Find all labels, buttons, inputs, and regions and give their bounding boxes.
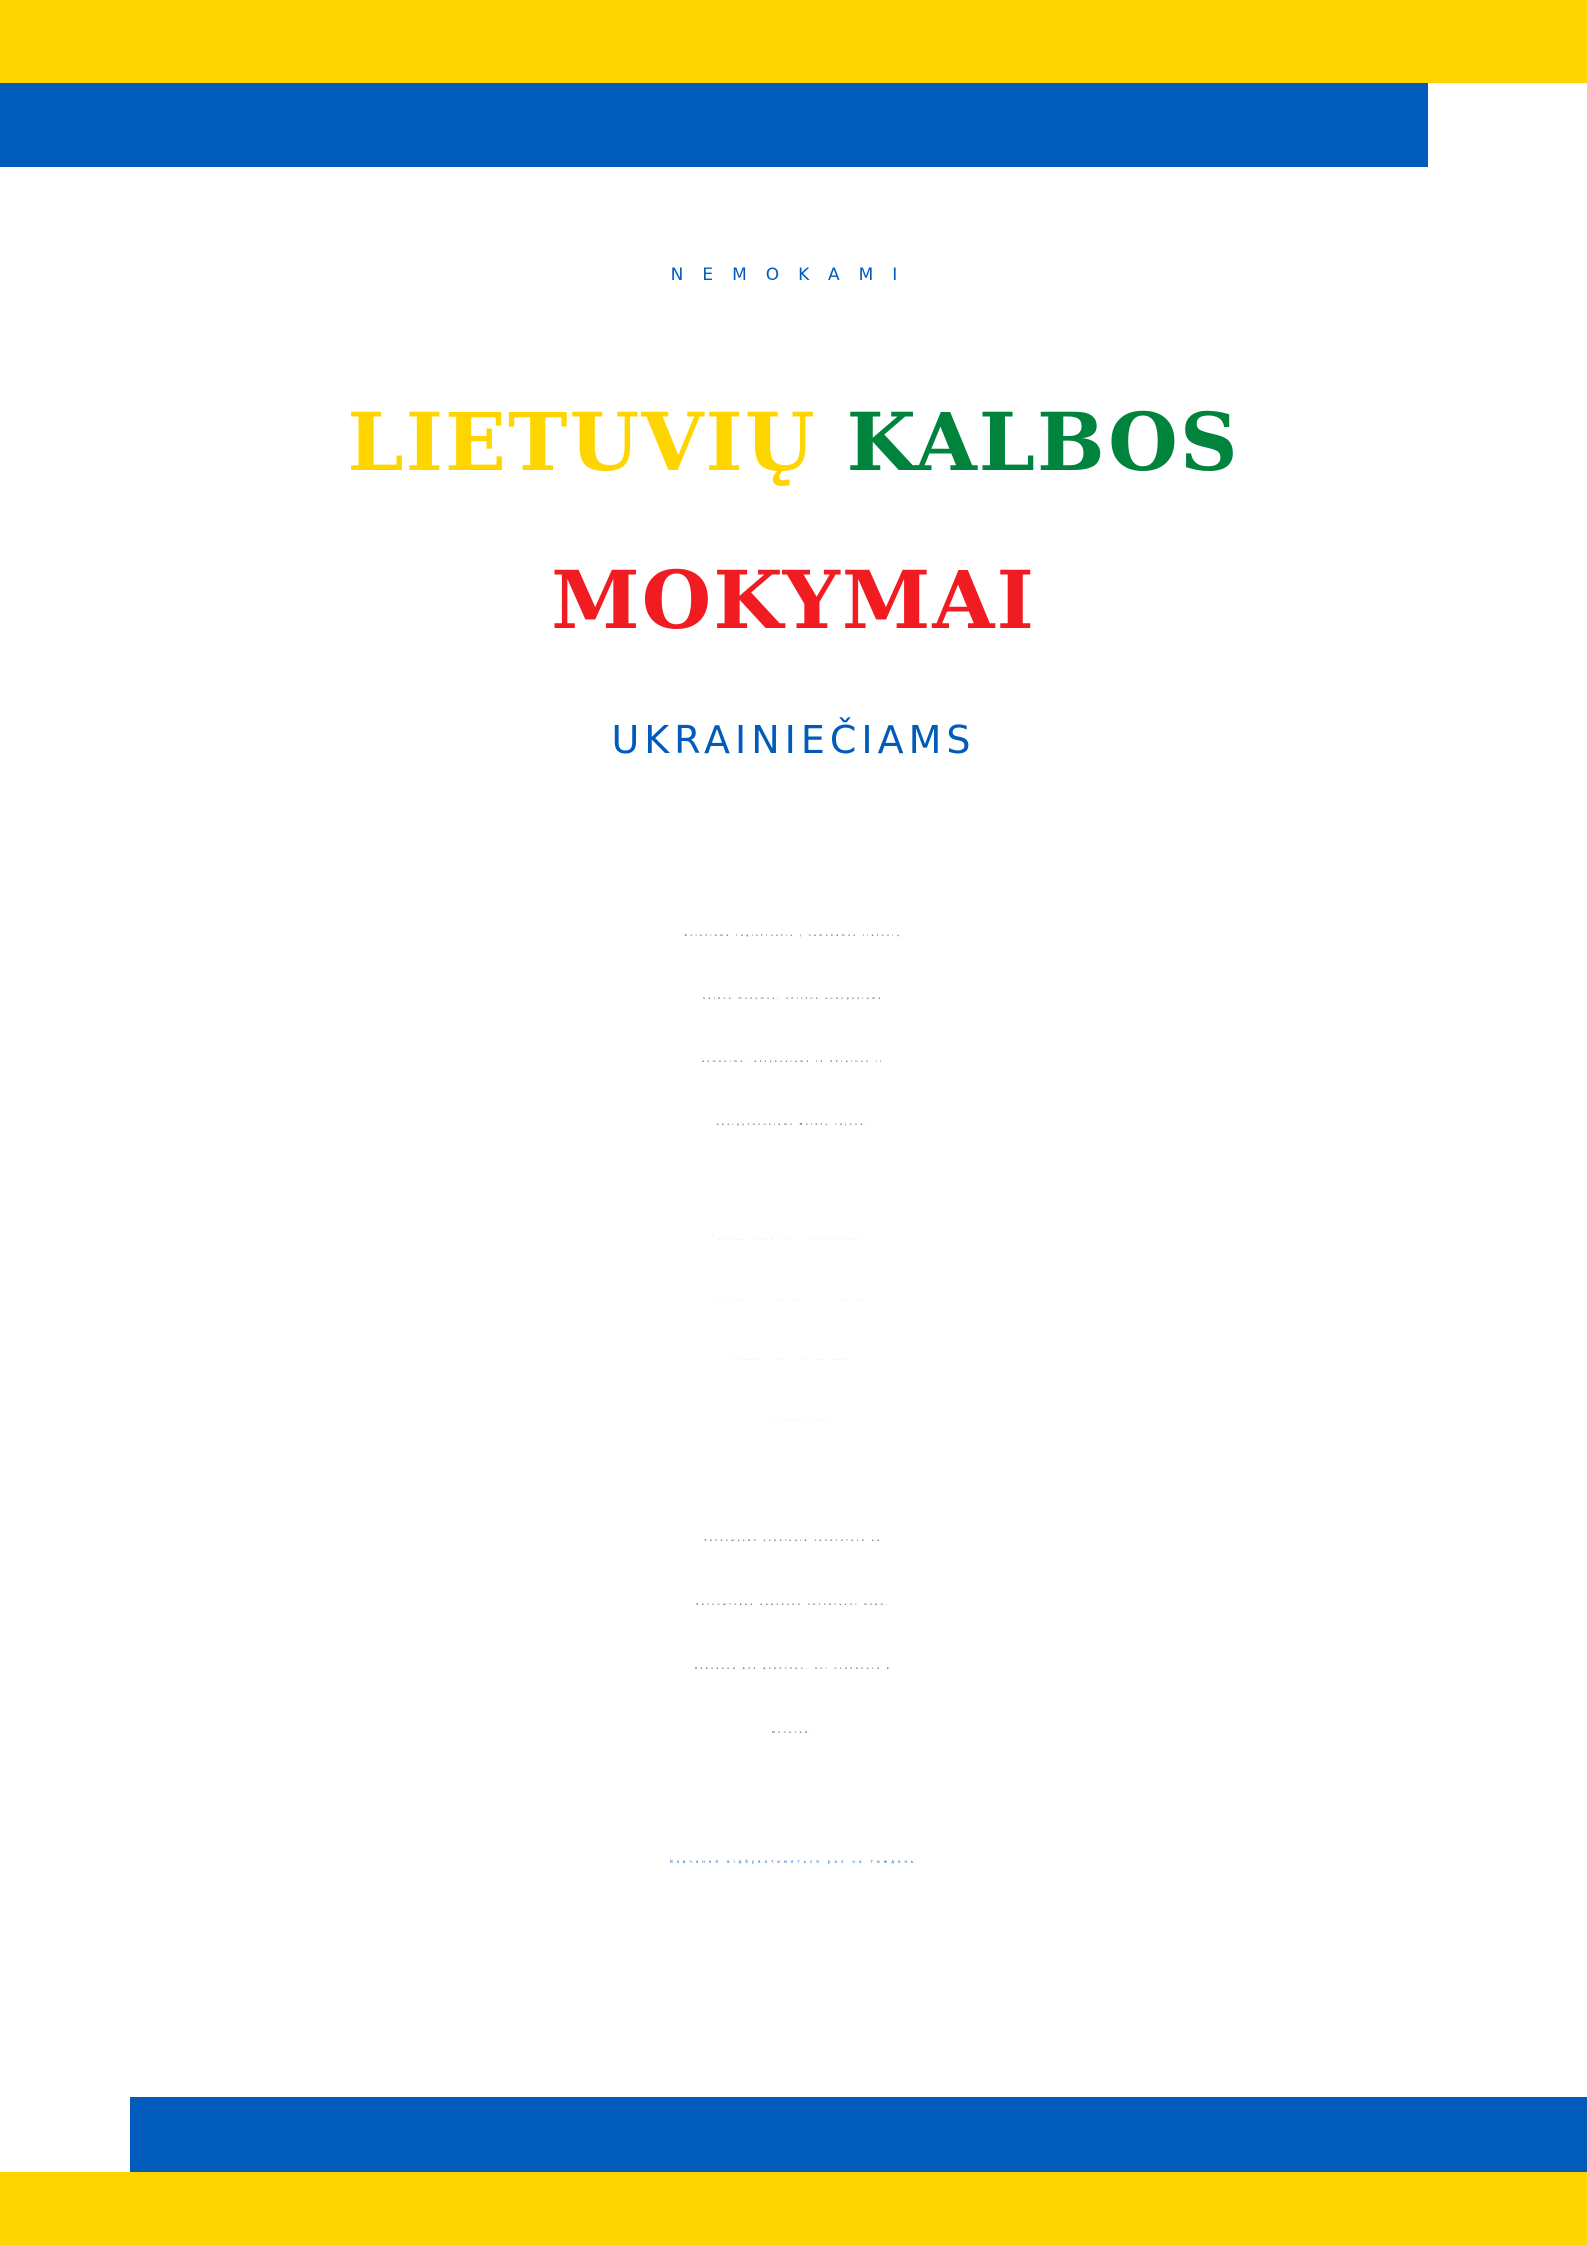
free-label: NEMOKAMI — [670, 265, 917, 285]
ua-location-heading: Навчання відбуватиметься раз на тиждень — [669, 1859, 918, 1864]
bottom-blue-band — [130, 2097, 1587, 2172]
ua-invite-line: Молетай. — [772, 1730, 815, 1734]
ua-invite-line: Запрошуємо українців записатися на — [704, 1538, 883, 1542]
lt-location-line: Mokymai vyks Molėtų r. savivaldybėje, — [719, 1240, 868, 1241]
ua-location-line — [0, 1954, 1587, 2014]
lt-invite-line: apsigyvenusiems Molėtų rajone. — [716, 1122, 871, 1126]
ua-invite-line: безкоштовне навчання литовської мови. — [696, 1602, 891, 1606]
title-word-courses: MOKYMAI — [551, 553, 1036, 647]
audience-label: UKRAINIEČIAMS — [611, 718, 976, 762]
lt-invite-line: kalbos mokymus, skirtus suaugusiems — [703, 996, 884, 1000]
lt-invite-line: Kviečiame registruotis į nemokamus lietuvių — [684, 933, 903, 937]
title-line-1 — [0, 372, 1587, 512]
lt-invite-line: asmenims, atvykusiems iš Ukrainos ir — [702, 1059, 885, 1063]
lt-location-line: informacija tel. +370 611 39117, — [729, 1360, 858, 1361]
ua-location-line — [0, 1895, 1587, 1955]
lt-location-line: el. p. info@spt.moletai.lt — [741, 1420, 846, 1421]
lt-location-line: Vilniaus g. 44, Molėtai III a. 305 kab., — [714, 1300, 873, 1301]
bottom-yellow-band — [0, 2172, 1587, 2245]
top-yellow-band — [0, 0, 1587, 83]
title-word-language: KALBOS — [846, 395, 1240, 489]
top-blue-band — [0, 83, 1428, 167]
ua-invite-line: Навчання для дорослих, які оселилися в — [694, 1666, 893, 1670]
title-word-lithuanian: LIETUVIŲ — [347, 395, 817, 489]
